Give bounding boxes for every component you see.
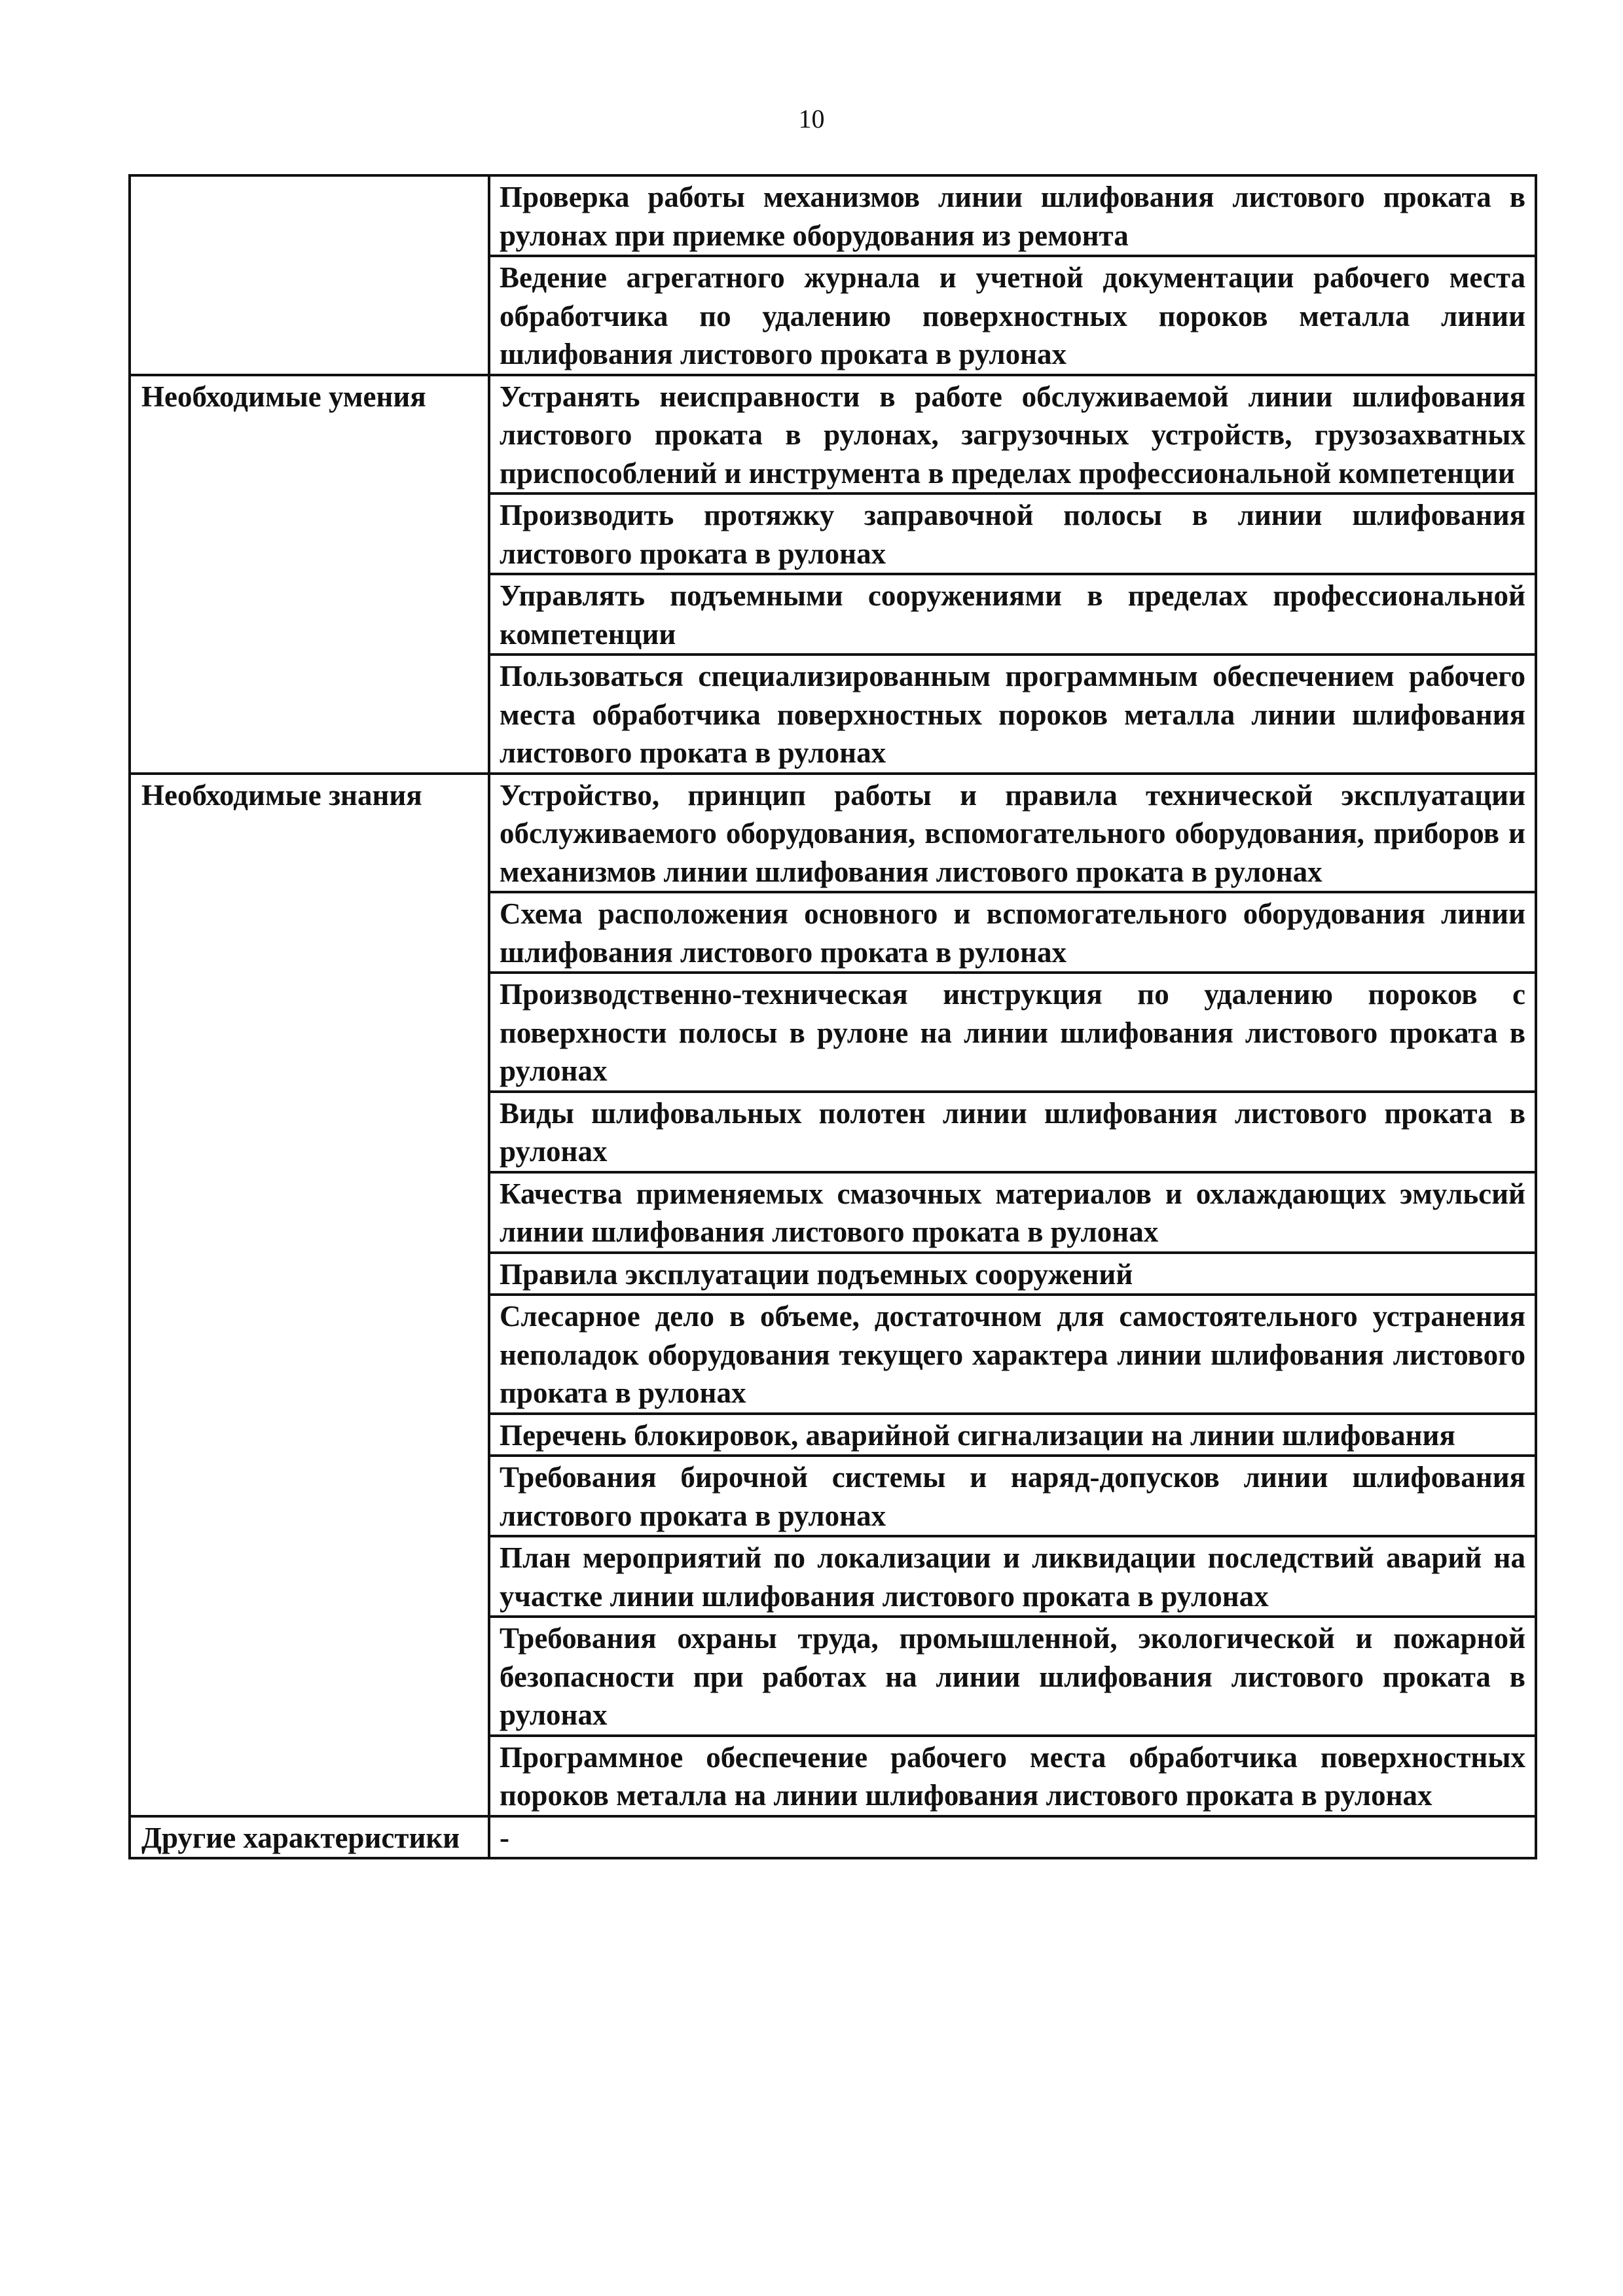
table-cell: Программное обеспечение рабочего места обработчика поверхностных пороков металла на линии шлифования листового проката в рулонах [489,1736,1536,1816]
qualification-table [128,174,1537,1859]
table-cell: Схема расположения основного и вспомогательного оборудования линии шлифования листового проката в рулонах [489,892,1536,973]
table-cell: Производственно-техническая инструкция по удалению пороков с поверхности полосы в рулоне на линии шлифования листового проката в рулонах [489,973,1536,1092]
table-cell: Требования охраны труда, промышленной, экологической и пожарной безопасности при работах на линии шлифования листового проката в рулонах [489,1617,1536,1736]
table-row [130,175,1536,256]
row-label-knowledge: Необходимые знания [130,774,489,1816]
page-number: 10 [798,104,825,134]
table-cell: Ведение агрегатного журнала и учетной документации рабочего места обработчика по удалению поверхностных пороков металла линии шлифования листового проката в рулонах [489,256,1536,375]
table-row [130,1816,1536,1859]
table-cell: Перечень блокировок, аварийной сигнализации на линии шлифования [489,1414,1536,1456]
table-cell: План мероприятий по локализации и ликвидации последствий аварий на участке линии шлифования листового проката в рулонах [489,1536,1536,1617]
table-cell: Управлять подъемными сооружениями в пределах профессиональной компетенции [489,574,1536,655]
table-cell: Слесарное дело в объеме, достаточном для самостоятельного устранения неполадок оборудования текущего характера линии шлифования листового проката в рулонах [489,1295,1536,1414]
row-label-skills: Необходимые умения [130,375,489,774]
row-label-other: Другие характеристики [130,1816,489,1859]
table-cell: Качества применяемых смазочных материалов и охлаждающих эмульсий линии шлифования листового проката в рулонах [489,1172,1536,1253]
table-row [130,774,1536,893]
table-cell: Устройство, принцип работы и правила технической эксплуатации обслуживаемого оборудования, вспомогательного оборудования, приборов и механизмов линии шлифования листового проката в рулонах [489,774,1536,893]
table-cell: Устранять неисправности в работе обслуживаемой линии шлифования листового проката в рулонах, загрузочных устройств, грузозахватных приспособлений и инструмента в пределах профессиональной компетенции [489,375,1536,494]
table-cell: Проверка работы механизмов линии шлифования листового проката в рулонах при приемке оборудования из ремонта [489,175,1536,256]
table-row [130,375,1536,494]
table-cell: Виды шлифовальных полотен линии шлифования листового проката в рулонах [489,1092,1536,1172]
table-cell: - [489,1816,1536,1859]
table-cell: Пользоваться специализированным программным обеспечением рабочего места обработчика поверхностных пороков металла линии шлифования листового проката в рулонах [489,655,1536,774]
table-cell: Требования бирочной системы и наряд-допусков линии шлифования листового проката в рулонах [489,1456,1536,1536]
row-label-continuation [130,175,489,375]
table-cell: Правила эксплуатации подъемных сооружений [489,1253,1536,1295]
table-cell: Производить протяжку заправочной полосы в линии шлифования листового проката в рулонах [489,493,1536,574]
